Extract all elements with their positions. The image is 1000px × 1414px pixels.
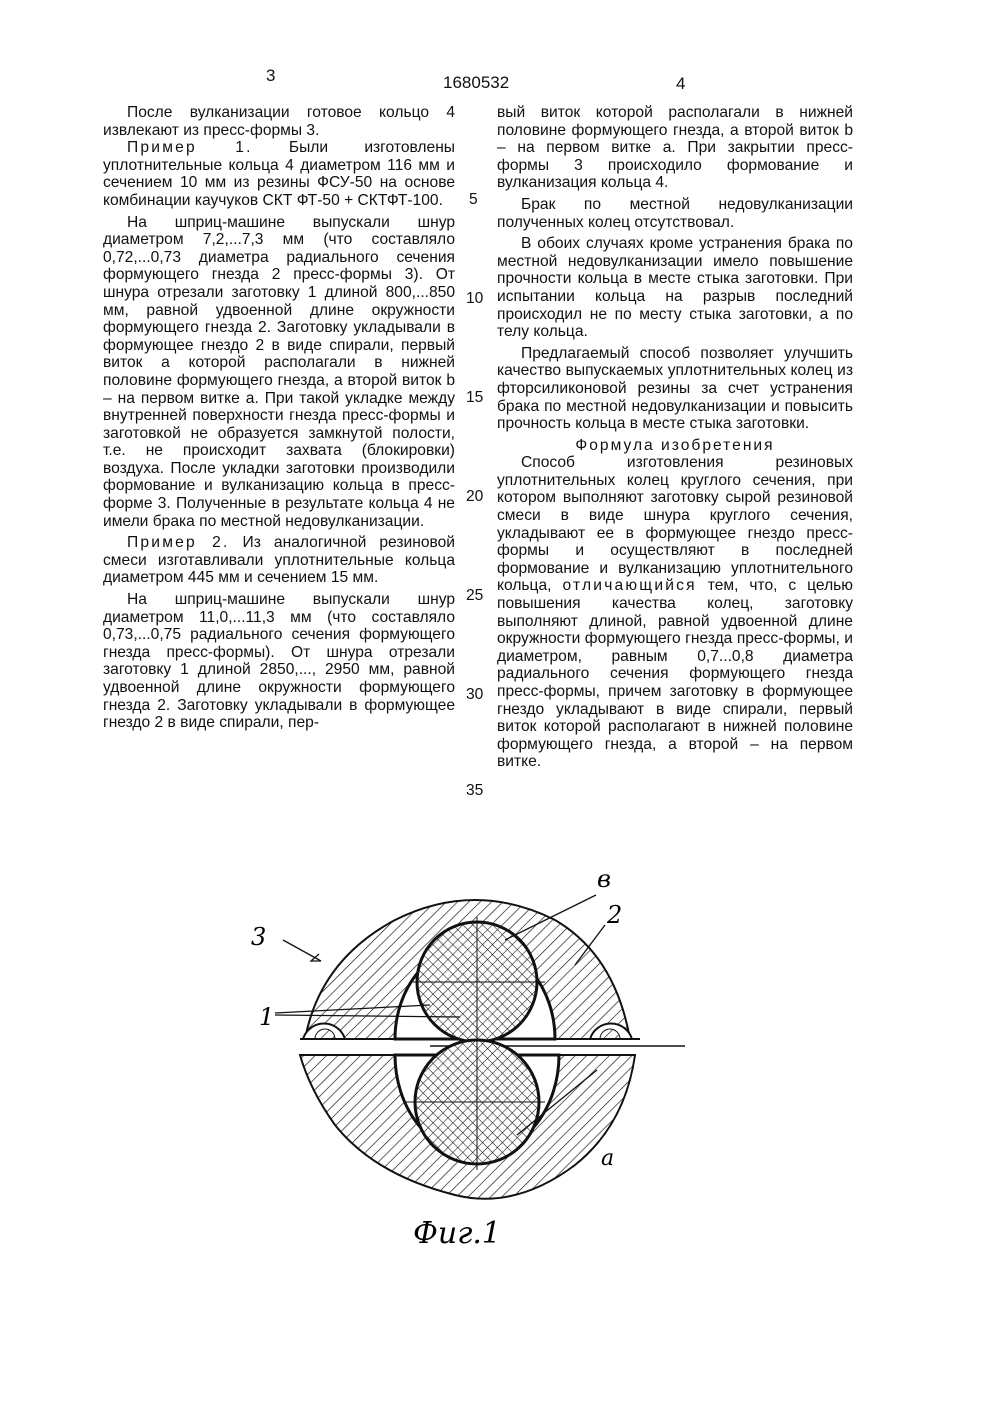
paragraph-text: Из аналогичной резиновой смеси изготавливали уплотнительные кольца диаметром 445 мм и сечением 15 мм. <box>103 534 456 587</box>
example-label: Пример 1. <box>127 139 253 157</box>
left-column <box>103 104 455 732</box>
paragraph-text: Были изготовлены уплотнительные кольца 4 диаметром 116 мм и сечением 10 мм из резины ФСУ-50 на основе комбинации каучуков СКТ ФТ-50 + СКТФТ-100. <box>103 139 456 209</box>
label-turn-v: в <box>597 865 611 893</box>
paragraph: Предлагаемый способ позволяет улучшить качество выпускаемых уплотнительных колец из фторсиликоновой резины за счет устранения брака по местной недовулканизации и повысить прочность кольца в месте стыка заготовки. <box>497 344 853 433</box>
line-number: 20 <box>466 488 484 505</box>
line-number: 35 <box>466 782 484 799</box>
paragraph <box>497 454 853 771</box>
patent-number: 1680532 <box>443 73 510 92</box>
label-blank-1: 1 <box>259 1003 275 1031</box>
figure-1 <box>245 865 685 1255</box>
claim-emphasis: отличающийся <box>562 577 697 595</box>
line-number: 30 <box>466 686 484 703</box>
label-turn-a: а <box>601 1146 615 1171</box>
claims-heading: Формула изобретения <box>575 436 775 454</box>
line-number: 5 <box>469 191 478 208</box>
paragraph: Брак по местной недовулканизации полученных колец отсутствовал. <box>497 195 853 231</box>
line-number: 25 <box>466 587 484 604</box>
label-mold-3: 3 <box>251 923 267 951</box>
paragraph: На шприц-машине выпускали шнур диаметром 11,0,...11,3 мм (что составляло 0,73,...0,75 радиального сечения формующего гнезда пресс-формы). От шнура отрезали заготовку 1 длиной 2850,..., 2950 мм, равной удвоенной длине окружности формующего гнезда 2. Заготовку укладывали в формующее гнездо 2 в виде спирали, пер- <box>103 591 455 732</box>
paragraph: На шприц-машине выпускали шнур диаметром 7,2,...7,3 мм (что составляло 0,72,...0,73 диаметра радиального сечения формующего гнезда 2 пресс-формы 3). От шнура отрезали заготовку 1 длиной 800,...850 мм, равной удвоенной длине окружности формующего гнезда 2. Заготовку укладывали в формующее гнездо 2 в виде спирали, первый виток а которой располагали в нижней половине формующего гнезда, а второй виток b – на первом витке а. При такой укладке между внутренней поверхности гнезда пресс-формы и заготовкой не образуется замкнутой полости, т.е. не происходит захвата (блокировки) воздуха. После укладки заготовки производили формование и вулканизацию кольца в пресс-форме 3. Полученные в результате кольца 4 не имели брака по местной недовулканизации. <box>103 213 455 530</box>
paragraph-text: Способ изготовления резиновых уплотнительных колец круглого сечения, при котором выполняют заготовку сырой резиновой смеси в виде шнура круглого сечения, укладывают ее в формующее гнездо пресс-формы и осуществляют в последней формование и вулканизацию уплотнительного кольца, <box>497 454 853 595</box>
line-number: 10 <box>466 290 484 307</box>
paragraph: вый виток которой располагали в нижней половине формующего гнезда, а второй виток b – на первом витке а. При закрытии пресс-формы 3 происходило формование и вулканизация кольца 4. <box>497 104 853 192</box>
figure-caption: Фиг.1 <box>413 1216 502 1251</box>
paragraph <box>103 139 455 209</box>
right-column <box>497 104 853 771</box>
example-label: Пример 2. <box>127 534 230 552</box>
paragraph: После вулканизации готовое кольцо 4 извлекают из пресс-формы 3. <box>103 104 455 139</box>
page-number-left: 3 <box>266 66 276 85</box>
paragraph: В обоих случаях кроме устранения брака по местной недовулканизации имело повышение прочности кольца в месте стыка заготовки. При испытании кольца на разрыв последний происходил не по месту стыка заготовки, а по телу кольца. <box>497 235 853 341</box>
line-number: 15 <box>466 389 484 406</box>
label-nest-2: 2 <box>607 901 623 929</box>
paragraph <box>103 534 455 587</box>
paragraph-text: тем, что, с целью повышения качества колец, заготовку выполняют длиной, равной удвоенной длине окружности формующего гнезда пресс-формы, и диаметром, равным 0,7...0,8 диаметра радиального сечения формующего гнезда пресс-формы, причем заготовку в формующее гнездо укладывают в виде спирали, первый виток которой располагают в нижней половине формующего гнезда, а второй – на первом витке. <box>497 577 853 771</box>
page-number-right: 4 <box>676 74 686 93</box>
